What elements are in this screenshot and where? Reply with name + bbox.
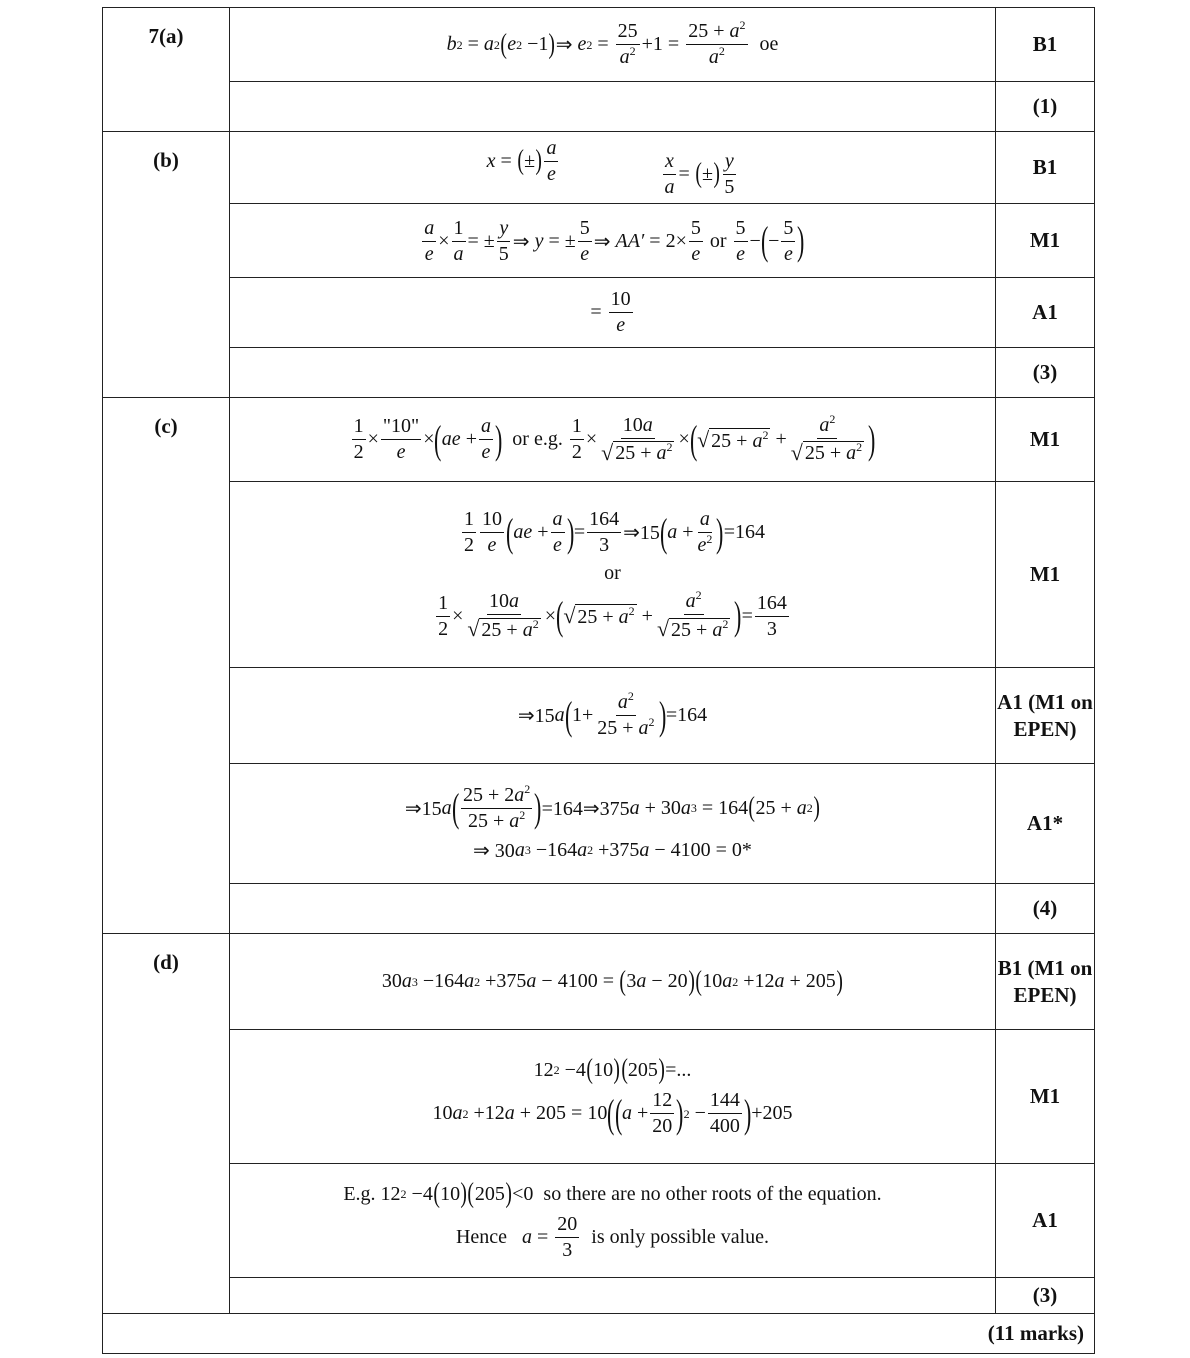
subtotal-7a: (1) [996,82,1095,132]
blank-cell [230,884,996,934]
question-7c-label: (c) [103,398,230,934]
blank-cell [230,82,996,132]
blank-cell [230,1278,996,1314]
mark-7b-1: B1 [996,132,1095,204]
working-7c-2: 1 2 10 e ( ae + a e ) = 164 3 ⇒15 ( a + a $e^2$ ) =164 or 1 2 × 10a √ $25 + a^2$ × ( √ $25 + a^2$ + $a^2$ √ $25 + a^2$ ) = 164 3 [230,482,996,668]
mark-7c-4: A1* [996,764,1095,884]
working-7c-1: 1 2 × "10" e × ( ae + a e ) or e.g. 1 2 × 10a √ $25 + a^2$ × ( √ $25 + a^2$ + $a^2$ √ $25 + a^2$ ) [230,398,996,482]
question-7a-label: 7(a) [103,8,230,132]
subtotal-7d: (3) [996,1278,1095,1314]
subtotal-7c: (4) [996,884,1095,934]
working-7d-1: 30 a 3 −164 a 2 +375 a − 4100 = ( 3 a − 20 ) ( 10 a 2 +12 a + 205 ) [230,934,996,1030]
mark-7b-2: M1 [996,204,1095,278]
mark-7c-3: A1 (M1 on EPEN) [996,668,1095,764]
conclusion-text: so there are no other roots of the equation. [543,1182,882,1205]
working-7c-3: ⇒15 a ( 1+ $a^2$ $25 + a^2$ ) =164 [230,668,996,764]
working-7b-2: a e × 1 a = ± y 5 ⇒ y = ± 5 e ⇒ AA′ = 2× 5 e or 5 e − ( − 5 e ) [230,204,996,278]
mark-7a-1: B1 [996,8,1095,82]
mark-7d-3: A1 [996,1164,1095,1278]
working-7b-3: = 10 e [230,278,996,348]
working-7c-4: ⇒15 a ( $25 + 2a^2$ $25 + a^2$ ) =164⇒375 a + 30 a 3 = 164 ( 25 + a 2 ) ⇒ 30 a 3 −164 a 2 +375 a − 4100 = 0* [230,764,996,884]
mark-7d-1: B1 (M1 on EPEN) [996,934,1095,1030]
working-7a: b 2 = a 2 ( e 2 −1 ) ⇒ e 2 = 25 $a^2$ +1 = $25 + a^2$ $a^2$ oe [230,8,996,82]
mark-7d-2: M1 [996,1030,1095,1164]
question-7b-label: (b) [103,132,230,398]
question-7d-label: (d) [103,934,230,1314]
working-7b-1: x = ( ± ) a e x a = ( ± ) y 5 [230,132,996,204]
subtotal-7b: (3) [996,348,1095,398]
working-7d-3: E.g. 12 2 −4 ( 10 ) ( 205 ) <0 so there are no other roots of the equation. Hence a = 20 3 is only possible value. [230,1164,996,1278]
mark-7b-3: A1 [996,278,1095,348]
mark-7c-1: M1 [996,398,1095,482]
or-word: or [604,562,621,585]
blank-cell [230,348,996,398]
hence-word: Hence [455,1226,508,1248]
mark-scheme-table [102,7,1095,1354]
working-7d-2: 12 2 −4 ( 10 ) ( 205 ) =... 10 a 2 +12 a + 205 = 10 ( ( a + 12 20 ) 2 − 144 400 ) +205 [230,1030,996,1164]
total-marks: (11 marks) [103,1314,1095,1354]
mark-7c-2: M1 [996,482,1095,668]
only-value-text: is only possible value. [591,1226,770,1248]
